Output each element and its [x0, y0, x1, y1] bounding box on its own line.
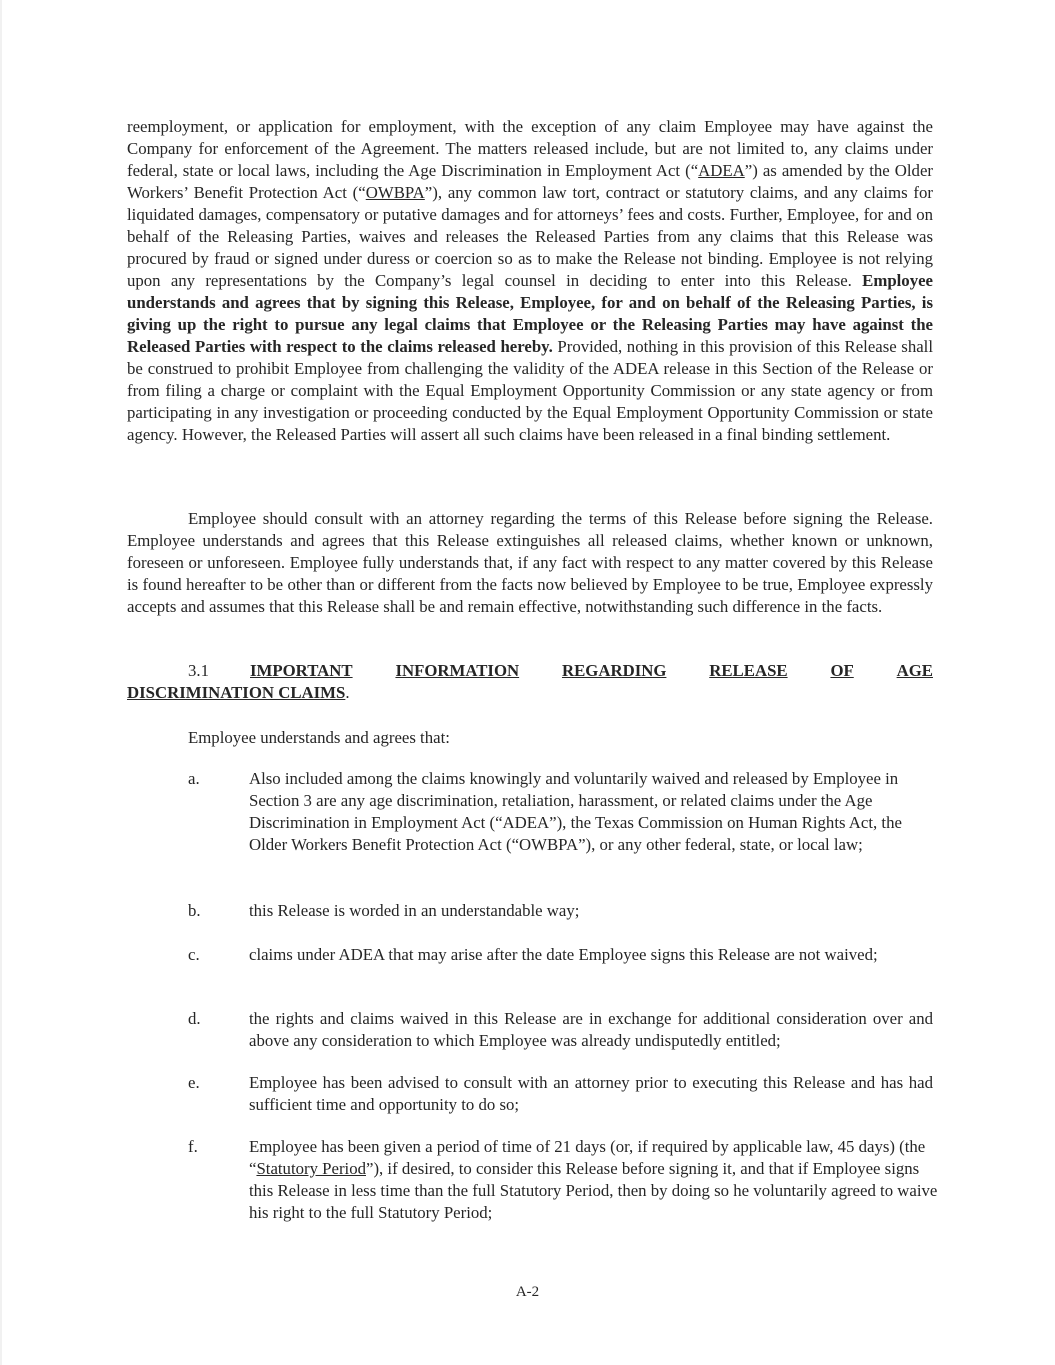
page-number: A-2: [515, 1284, 540, 1300]
heading-word: AGE: [896, 661, 933, 680]
list-item: [188, 1072, 933, 1116]
paragraph-text: Provided, nothing in this provision of this Release shall be construed to prohibit Employee from challenging the validity of the ADEA release in this Section of the Release or from filing a charge or complaint with the Equal Employment Opportunity Commission or any state agency or from participating in any investigation or proceeding conducted by the Equal Employment Opportunity Commission or state agency. However, the Released Parties will assert all such claims have been released in a final binding settlement.: [127, 337, 933, 444]
list-item: [188, 944, 933, 966]
list-item: [188, 1008, 933, 1052]
list-text: Employee has been given a period of time of 21 days (or, if required by applicable law, 45 days) (the “Statutory Period”), if desired, to consider this Release before signing it, and that if Employee signs this Release in less time than the full Statutory Period, then by doing so he voluntarily agreed to waive his right to the full Statutory Period;: [249, 1137, 938, 1222]
paragraph-text: ”), any common law tort, contract or statutory claims, and any claims for liquidated damages, compensatory or putative damages and for attorneys’ fees and costs. Further, Employee, for and on behalf of the Releasing Parties, waives and releases the Released Parties from any claims that this Release was procured by fraud or signed under duress or coercion so as to make the Release not binding. Employee is not relying upon any representations by the Company’s legal counsel in deciding to enter into this Release.: [127, 183, 934, 290]
consult-attorney-paragraph: Employee should consult with an attorney regarding the terms of this Release before signing the Release. Employee understands and agrees that this Release extinguishes all released claims, whether known or unknown, foreseen or unforeseen. Employee fully understands that, if any fact with respect to any matter covered by this Release is found hereafter to be other than or different from the facts now believed by Employee to be true, Employee expressly accepts and assumes that this Release shall be and remain effective, notwithstanding such difference in the facts.: [127, 509, 933, 616]
list-label: d.: [188, 1009, 201, 1028]
list-item: [188, 900, 933, 922]
section-heading: [127, 660, 933, 704]
release-paragraph: [127, 116, 933, 446]
defined-term-adea: ADEA: [698, 161, 745, 180]
paragraph-text: reemployment, or application for employment, with the exception of any claim Employee may have against the Company for enforcement of the Agreement. The matters released include, but are not limited to, any claims under federal, state or local laws, including the Age Discrimination in Employment Act (“: [127, 117, 933, 180]
heading-word: IMPORTANT: [250, 661, 353, 680]
bold-acknowledgement: Employee understands and agrees that by signing this Release, Employee, for and on behalf of the Releasing Parties, is giving up the right to pursue any legal claims that Employee or the Releasing Parties may have against the Released Parties with respect to the claims released hereby.: [127, 271, 933, 356]
heading-line-1: [250, 660, 933, 682]
list-text: Employee has been advised to consult with an attorney prior to executing this Release and has had sufficient time and opportunity to do so;: [249, 1073, 933, 1114]
list-label: f.: [188, 1137, 198, 1156]
list-text: claims under ADEA that may arise after the date Employee signs this Release are not waived;: [249, 945, 878, 964]
section-number: 3.1: [188, 661, 209, 680]
list-text: Also included among the claims knowingly and voluntarily waived and released by Employee in Section 3 are any age discrimination, retaliation, harassment, or related claims under the Age Discrimination in Employment Act (“ADEA”), the Texas Commission on Human Rights Act, the Older Workers Benefit Protection Act (“OWBPA”), or any other federal, state, or local law;: [249, 769, 902, 854]
heading-word: OF: [830, 661, 854, 680]
list-text: the rights and claims waived in this Release are in exchange for additional consideration over and above any consideration to which Employee was already undisputedly entitled;: [249, 1009, 933, 1050]
list-text: this Release is worded in an understandable way;: [249, 901, 580, 920]
heading-word: RELEASE: [709, 661, 788, 680]
list-item: [188, 768, 933, 856]
heading-word: INFORMATION: [395, 661, 520, 680]
list-intro: Employee understands and agrees that:: [188, 728, 450, 747]
defined-term-statutory-period: Statutory Period: [256, 1159, 366, 1178]
list-label: a.: [188, 769, 200, 788]
list-item: [188, 1136, 938, 1224]
heading-word: REGARDING: [561, 661, 667, 680]
list-label: e.: [188, 1073, 200, 1092]
list-label: b.: [188, 901, 201, 920]
paragraph-text: ”) as amended by the Older Workers’ Benefit Protection Act (“: [127, 161, 933, 202]
defined-term-owbpa: OWBPA: [365, 183, 425, 202]
scan-edge: [0, 0, 2, 1365]
heading-line-2: DISCRIMINATION CLAIMS.: [127, 683, 350, 702]
list-label: c.: [188, 945, 200, 964]
heading-title: DISCRIMINATION CLAIMS: [127, 683, 346, 702]
